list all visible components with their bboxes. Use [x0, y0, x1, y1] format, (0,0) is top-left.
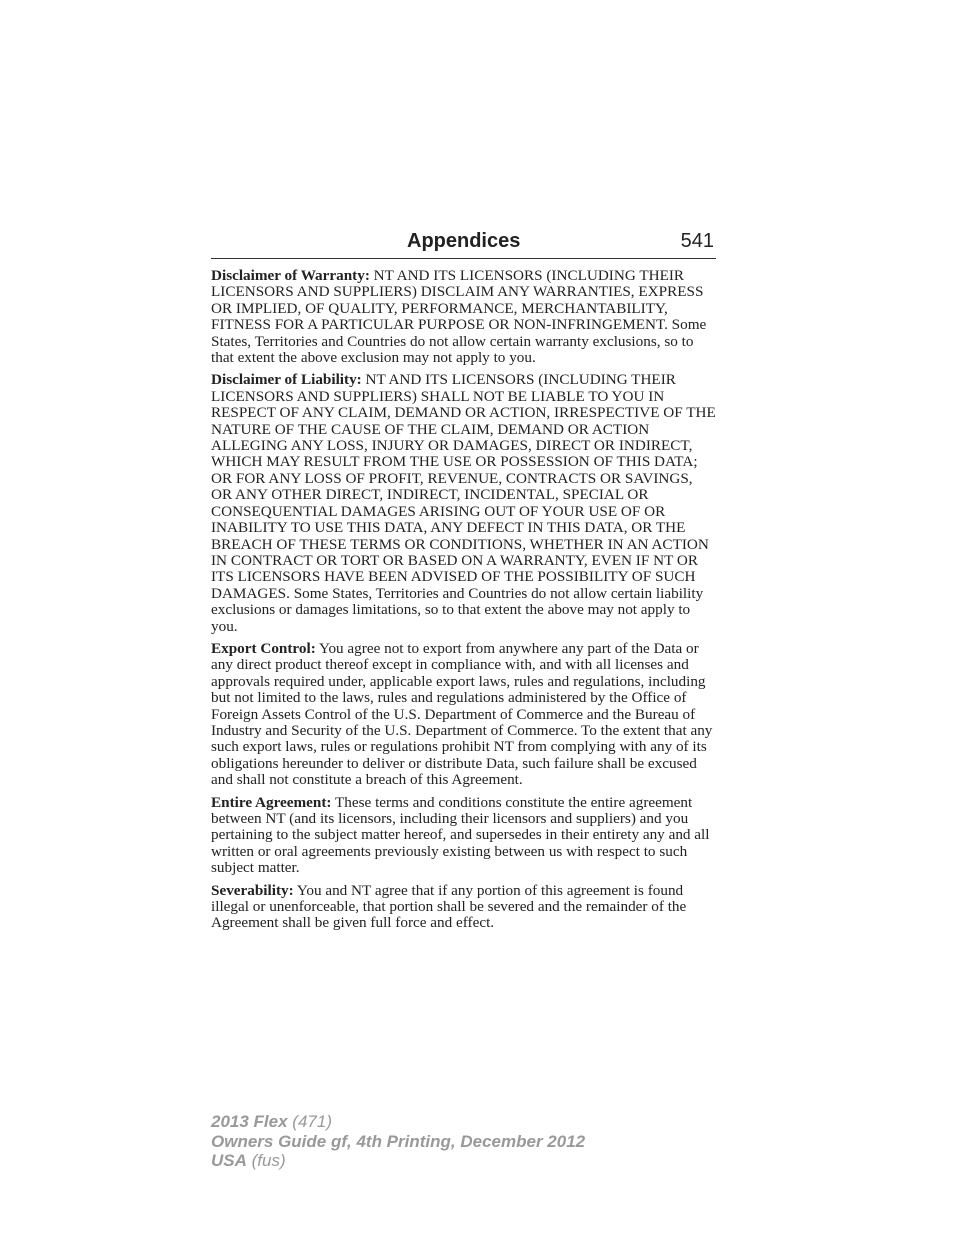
- page-number: 541: [680, 230, 714, 252]
- paragraph-heading: Disclaimer of Warranty:: [211, 267, 370, 284]
- paragraph-heading: Entire Agreement:: [211, 793, 332, 811]
- paragraph-export-control: [211, 641, 716, 789]
- paragraph-disclaimer-of-liability: [211, 372, 716, 635]
- paragraph-text: You and NT agree that if any portion of this agreement is found illegal or unenforceable, that portion shall be severed and the remainder of the Agreement shall be given full force and effect.: [211, 881, 687, 932]
- paragraph-text: These terms and conditions constitute the entire agreement between NT (and its licensors, including their licensors and suppliers) and you pertaining to the subject matter hereof, and supersedes in their entirety any and all written or oral agreements previously existing between us with respect to such subject matter.: [211, 793, 710, 877]
- paragraph-disclaimer-of-warranty: [211, 268, 716, 366]
- footer-region-code: (fus): [251, 1151, 286, 1170]
- footer-model-code: (471): [292, 1112, 332, 1131]
- section-title: Appendices: [407, 230, 521, 252]
- footer-model: 2013 Flex: [211, 1112, 288, 1131]
- footer-region-line: [211, 1151, 585, 1171]
- page-header: [211, 228, 716, 259]
- footer-model-line: [211, 1112, 585, 1132]
- paragraph-text: You agree not to export from anywhere any part of the Data or any direct product thereof except in compliance with, and with all licenses and approvals required under, applicable export laws, rules and regulations, including but not limited to the laws, rules and regulations administered by the Office of Foreign Assets Control of the U.S. Department of Commerce and the Bureau of Industry and Security of the U.S. Department of Commerce. To the extent that any such export laws, rules or regulations prohibit NT from complying with any of its obligations hereunder to deliver or distribute Data, such failure shall be excused and shall not constitute a breach of this Agreement.: [211, 639, 713, 789]
- paragraph-heading: Disclaimer of Liability:: [211, 371, 362, 389]
- footer-region: USA: [211, 1151, 247, 1170]
- body-text: [211, 268, 716, 938]
- page-footer: [211, 1112, 585, 1171]
- footer-guide-line: [211, 1132, 585, 1152]
- paragraph-heading: Export Control:: [211, 639, 316, 657]
- paragraph-severability: [211, 883, 716, 932]
- paragraph-text: NT AND ITS LICENSORS (INCLUDING THEIR LICENSORS AND SUPPLIERS) SHALL NOT BE LIABLE TO YOU IN RESPECT OF ANY CLAIM, DEMAND OR ACTION, IRRESPECTIVE OF THE NATURE OF THE CAUSE OF THE CLAIM, DEMAND OR ACTION ALLEGING ANY LOSS, INJURY OR DAMAGES, DIRECT OR INDIRECT, WHICH MAY RESULT FROM THE USE OR POSSESSION OF THIS DATA; OR FOR ANY LOSS OF PROFIT, REVENUE, CONTRACTS OR SAVINGS, OR ANY OTHER DIRECT, INDIRECT, INCIDENTAL, SPECIAL OR CONSEQUENTIAL DAMAGES ARISING OUT OF YOUR USE OF OR INABILITY TO USE THIS DATA, ANY DEFECT IN THIS DATA, OR THE BREACH OF THESE TERMS OR CONDITIONS, WHETHER IN AN ACTION IN CONTRACT OR TORT OR BASED ON A WARRANTY, EVEN IF NT OR ITS LICENSORS HAVE BEEN ADVISED OF THE POSSIBILITY OF SUCH DAMAGES. Some States, Territories and Countries do not allow certain liability exclusions or damages limitations, so to that extent the above may not apply to you.: [211, 371, 716, 635]
- paragraph-heading: Severability:: [211, 881, 294, 899]
- paragraph-text: NT AND ITS LICENSORS (INCLUDING THEIR LICENSORS AND SUPPLIERS) DISCLAIM ANY WARRANTIES, EXPRESS OR IMPLIED, OF QUALITY, PERFORMANCE, MERCHANTABILITY, FITNESS FOR A PARTICULAR PURPOSE OR NON-INFRINGEMENT. Some States, Territories and Countries do not allow certain warranty exclusions, so to that extent the above exclusion may not apply to you.: [211, 267, 707, 367]
- paragraph-entire-agreement: [211, 795, 716, 877]
- footer-guide: Owners Guide gf, 4th Printing, December 2012: [211, 1131, 586, 1151]
